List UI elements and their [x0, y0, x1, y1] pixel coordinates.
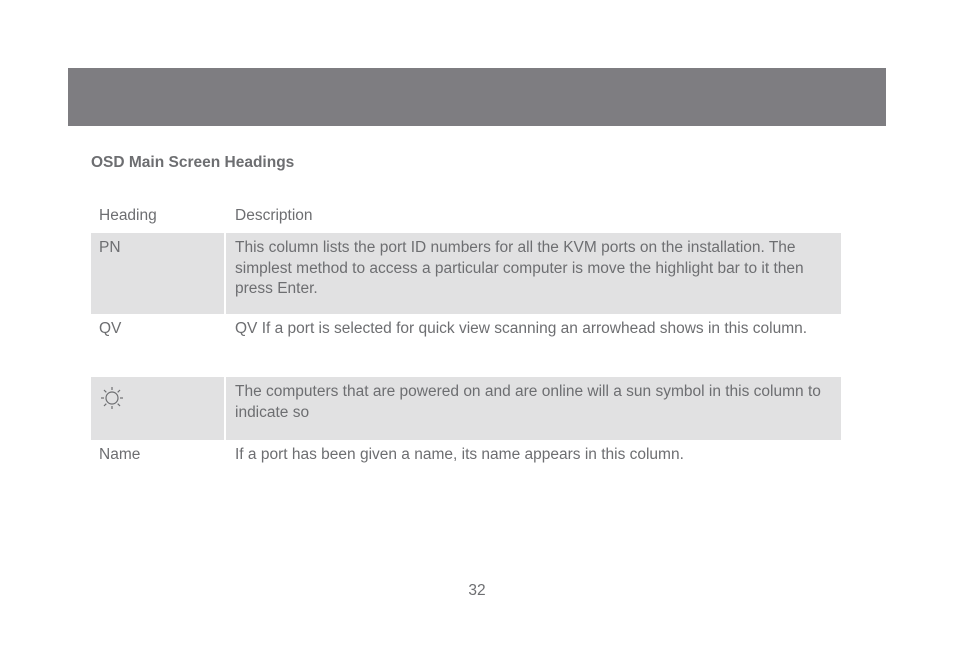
table-row: [91, 233, 841, 314]
row-heading: Name: [99, 446, 141, 463]
page-number: 32: [468, 582, 486, 599]
row-description: QV If a port is selected for quick view scanning an arrowhead shows in this column.: [235, 320, 808, 337]
row-heading: QV: [99, 320, 122, 337]
column-header-description: Description: [235, 207, 313, 224]
header-bar: [68, 68, 886, 126]
row-description: The computers that are powered on and are online will a sun symbol in this column to indicate so: [226, 377, 841, 440]
row-description: This column lists the port ID numbers for all the KVM ports on the installation. The simplest method to access a particular computer is move the highlight bar to it then press Enter.: [226, 233, 841, 314]
table-header-row: [91, 203, 841, 233]
column-header-heading: Heading: [99, 207, 157, 224]
table-row: [91, 314, 841, 377]
sun-icon: [99, 385, 125, 411]
table-row: [91, 440, 841, 480]
table-row: [91, 377, 841, 440]
row-heading: [91, 377, 226, 440]
row-description: If a port has been given a name, its name appears in this column.: [235, 446, 684, 463]
section-title: OSD Main Screen Headings: [91, 154, 295, 171]
row-heading: PN: [91, 233, 226, 314]
headings-table: [91, 203, 841, 480]
